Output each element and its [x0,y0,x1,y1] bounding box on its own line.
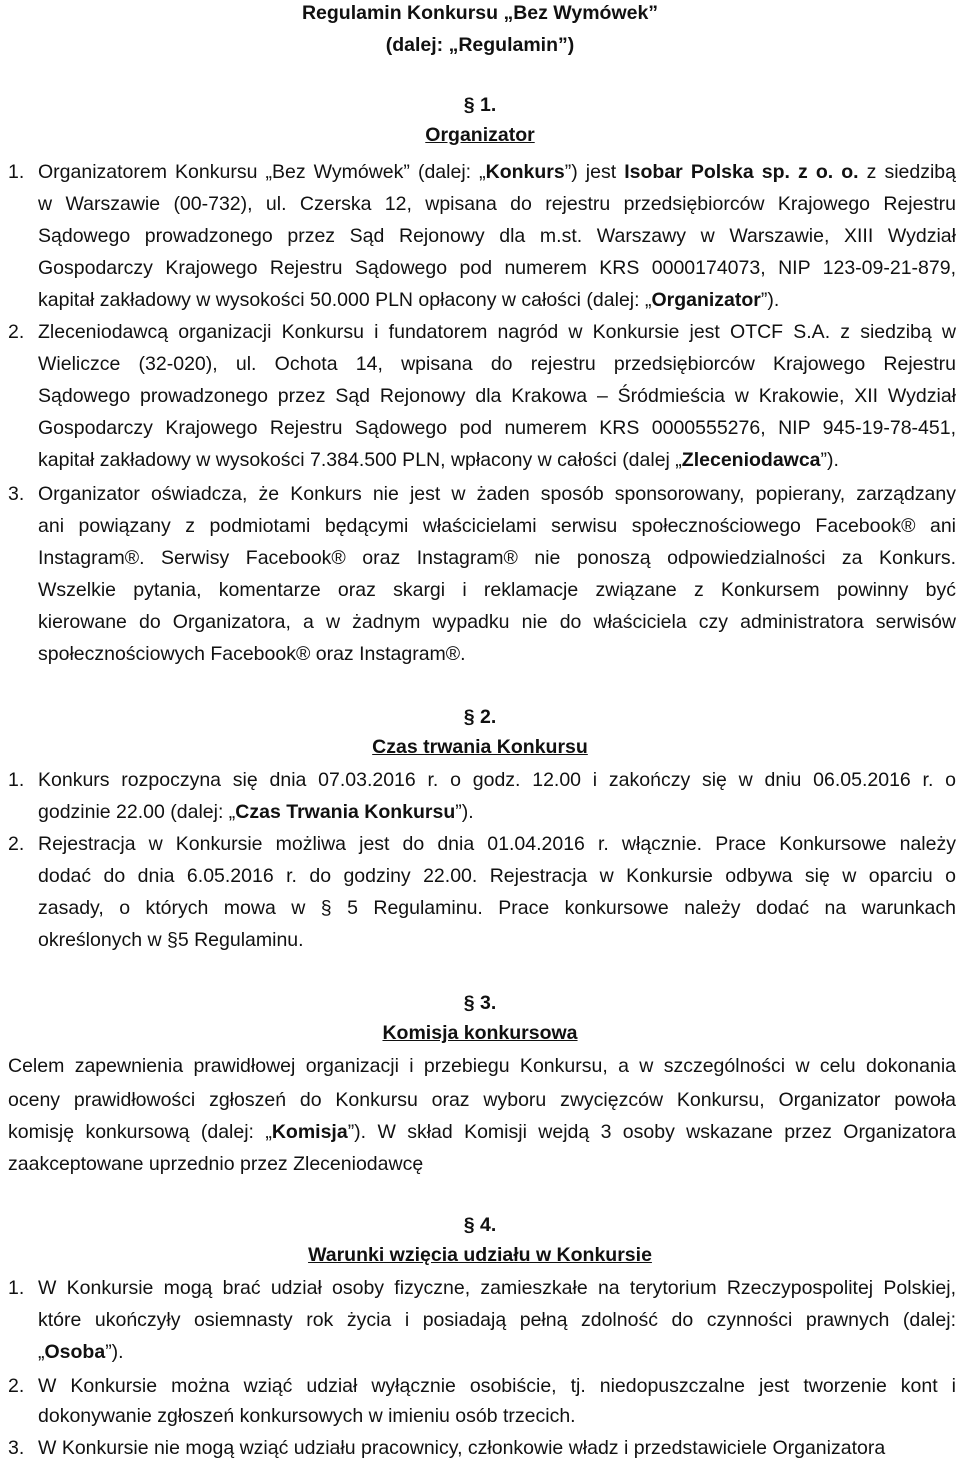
section-number: § 1. [463,94,497,116]
item-line: zasady, o których mowa w § 5 Regulaminu. Prace konkursowe należy dodać na warunkach [38,897,956,919]
item-line: w Warszawie (00-732), ul. Czerska 12, wpisana do rejestru przedsiębiorców Krajowego Rejestru [38,193,956,215]
paragraph-line: Celem zapewnienia prawidłowej organizacji i przebiegu Konkursu, a w szczególności w celu dokonania [8,1055,956,1077]
item-line: Instagram®. Serwisy Facebook® oraz Instagram® nie ponoszą odpowiedzialności za Konkurs. [38,547,956,569]
item-line: dodać do dnia 6.05.2016 r. do godziny 22.00. Rejestracja w Konkursie odbywa się w oparciu o [38,865,956,887]
section-heading: Komisja konkursowa [382,1022,578,1044]
bold-term: Osoba [44,1341,106,1363]
bold-term: Isobar Polska sp. z o. o. [624,161,859,183]
document-title: Regulamin Konkursu „Bez Wymówek” [301,2,659,24]
section-number: § 4. [463,1214,497,1236]
item-line: godzinie 22.00 (dalej: „Czas Trwania Konkursu”). [38,801,474,823]
item-line: Rejestracja w Konkursie możliwa jest do dnia 01.04.2016 r. włącznie. Prace Konkursowe należy [38,833,956,855]
bold-term: Zleceniodawca [681,449,821,471]
bold-term: Konkurs [485,161,565,183]
item-line: kapitał zakładowy w wysokości 7.384.500 PLN, wpłacony w całości (dalej „Zleceniodawca”). [38,449,839,471]
section-heading: Organizator [425,124,535,146]
item-number: 2. [8,321,25,343]
item-number: 3. [8,1437,25,1459]
item-line: Organizatorem Konkursu „Bez Wymówek” (dalej: „Konkurs”) jest Isobar Polska sp. z o. o. z siedzibą [38,161,956,183]
item-line: kapitał zakładowy w wysokości 50.000 PLN opłacony w całości (dalej: „Organizator”). [38,289,780,311]
item-line: Gospodarczy Krajowego Rejestru Sądowego pod numerem KRS 0000174073, NIP 123-09-21-879, [38,257,956,279]
item-line: określonych w §5 Regulaminu. [38,929,304,951]
item-line: ani powiązany z podmiotami będącymi właścicielami serwisu społecznościowego Facebook® ani [38,515,956,537]
item-line: W Konkursie nie mogą wziąć udziału pracownicy, członkowie władz i przedstawiciele Organizatora [38,1437,886,1459]
item-line: Wieliczce (32-020), ul. Ochota 14, wpisana do rejestru przedsiębiorców Krajowego Rejestru [38,353,956,375]
item-number: 1. [8,1277,25,1299]
item-line: Sądowego prowadzonego przez Sąd Rejonowy dla m.st. Warszawy w Warszawie, XIII Wydział [38,225,956,247]
item-line: W Konkursie można wziąć udział wyłącznie osobiście, tj. niedopuszczalne jest tworzenie kont i [38,1375,956,1397]
document-subtitle: (dalej: „Regulamin”) [385,34,575,56]
item-line: Gospodarczy Krajowego Rejestru Sądowego pod numerem KRS 0000555276, NIP 945-19-78-451, [38,417,956,439]
item-line: W Konkursie mogą brać udział osoby fizyczne, zamieszkałe na terytorium Rzeczypospolitej Polskiej, [38,1277,956,1299]
paragraph-line: oceny prawidłowości zgłoszeń do Konkursu oraz wyboru zwycięzców Konkursu, Organizator powoła [8,1089,956,1111]
bold-term: Czas Trwania Konkursu [235,801,456,823]
paragraph-line: zaakceptowane uprzednio przez Zleceniodawcę [8,1153,424,1175]
item-line: „Osoba”). [38,1341,124,1363]
item-line: Zleceniodawcą organizacji Konkursu i fundatorem nagród w Konkursie jest OTCF S.A. z siedzibą w [38,321,956,343]
item-number: 2. [8,833,25,855]
item-line: dokonywanie zgłoszeń konkursowych w imieniu osób trzecich. [38,1405,576,1427]
item-line: kierowane do Organizatora, a w żadnym wypadku nie do właściciela czy administratora serwisów [38,611,956,633]
item-number: 3. [8,483,25,505]
item-number: 1. [8,769,25,791]
item-line: Sądowego prowadzonego przez Sąd Rejonowy dla Krakowa – Śródmieścia w Krakowie, XII Wydział [38,385,956,407]
bold-term: Organizator [651,289,761,311]
item-line: które ukończyły osiemnasty rok życia i posiadają pełną zdolność do czynności prawnych (dalej: [38,1309,956,1331]
section-number: § 3. [463,992,497,1014]
item-number: 2. [8,1375,25,1397]
section-heading: Warunki wzięcia udziału w Konkursie [308,1244,652,1266]
item-line: społecznościowych Facebook® oraz Instagram®. [38,643,466,665]
item-number: 1. [8,161,25,183]
paragraph-line: komisję konkursową (dalej: „Komisja”). W skład Komisji wejdą 3 osoby wskazane przez Organizatora [8,1121,956,1143]
bold-term: Komisja [271,1121,348,1143]
section-heading: Czas trwania Konkursu [372,736,588,758]
item-line: Organizator oświadcza, że Konkurs nie jest w żaden sposób sponsorowany, popierany, zarządzany [38,483,956,505]
item-line: Wszelkie pytania, komentarze oraz skargi i reklamacje związane z Konkursem powinny być [38,579,956,601]
item-line: Konkurs rozpoczyna się dnia 07.03.2016 r. o godz. 12.00 i zakończy się w dniu 06.05.2016 r. o [38,769,956,791]
section-number: § 2. [463,706,497,728]
